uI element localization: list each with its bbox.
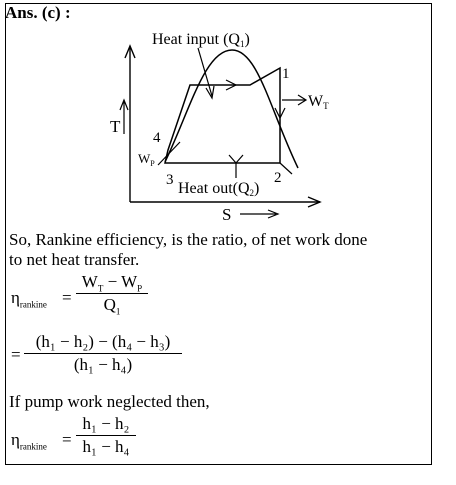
ts-diagram [0, 0, 456, 230]
arrow-on-bottom [229, 155, 243, 163]
heat-out-label: Heat out(Q2) [178, 180, 260, 198]
fraction-2: (h₁ − h₂) − (h₄ − h₃) (h₁ − h₄) [24, 332, 182, 375]
wp-label: $W_P$ [138, 151, 155, 168]
t-axis-label-arrow [120, 100, 128, 134]
equals-2: = [11, 345, 21, 364]
point2-tick [280, 163, 292, 174]
equals-3: = [62, 430, 72, 449]
rankine-cycle [165, 68, 280, 163]
answer-label: Ans. (c) : [5, 3, 71, 22]
wt-label: WT [308, 93, 329, 111]
saturation-dome [165, 50, 298, 168]
fraction-3: h₁ − h₂ h₁ − h₄ [76, 414, 136, 457]
point-3-label: 3 [166, 172, 174, 188]
heat-input-pointer [198, 48, 212, 96]
fraction-1: $W_T - W_P$ $Q_1$ [76, 272, 148, 315]
eta-2: $\eta_{rankine}$ [11, 430, 47, 452]
equals-1: = [62, 288, 72, 307]
s-axis-label-arrow [240, 210, 278, 218]
t-axis-label: T [110, 117, 121, 136]
eta-1: $\eta_{rankine}$ [11, 288, 47, 310]
point-1-label: 1 [282, 66, 290, 82]
point-2-label: 2 [274, 170, 282, 186]
s-axis-label: S [222, 205, 232, 224]
text-line-1: So, Rankine efficiency, is the ratio, of net work done [9, 230, 368, 249]
heat-input-label: Heat input (Q1) [152, 31, 250, 49]
point-4-label: 4 [153, 130, 161, 146]
text-pump-work: If pump work neglected then, [9, 392, 210, 411]
text-line-2: to net heat transfer. [9, 250, 140, 269]
